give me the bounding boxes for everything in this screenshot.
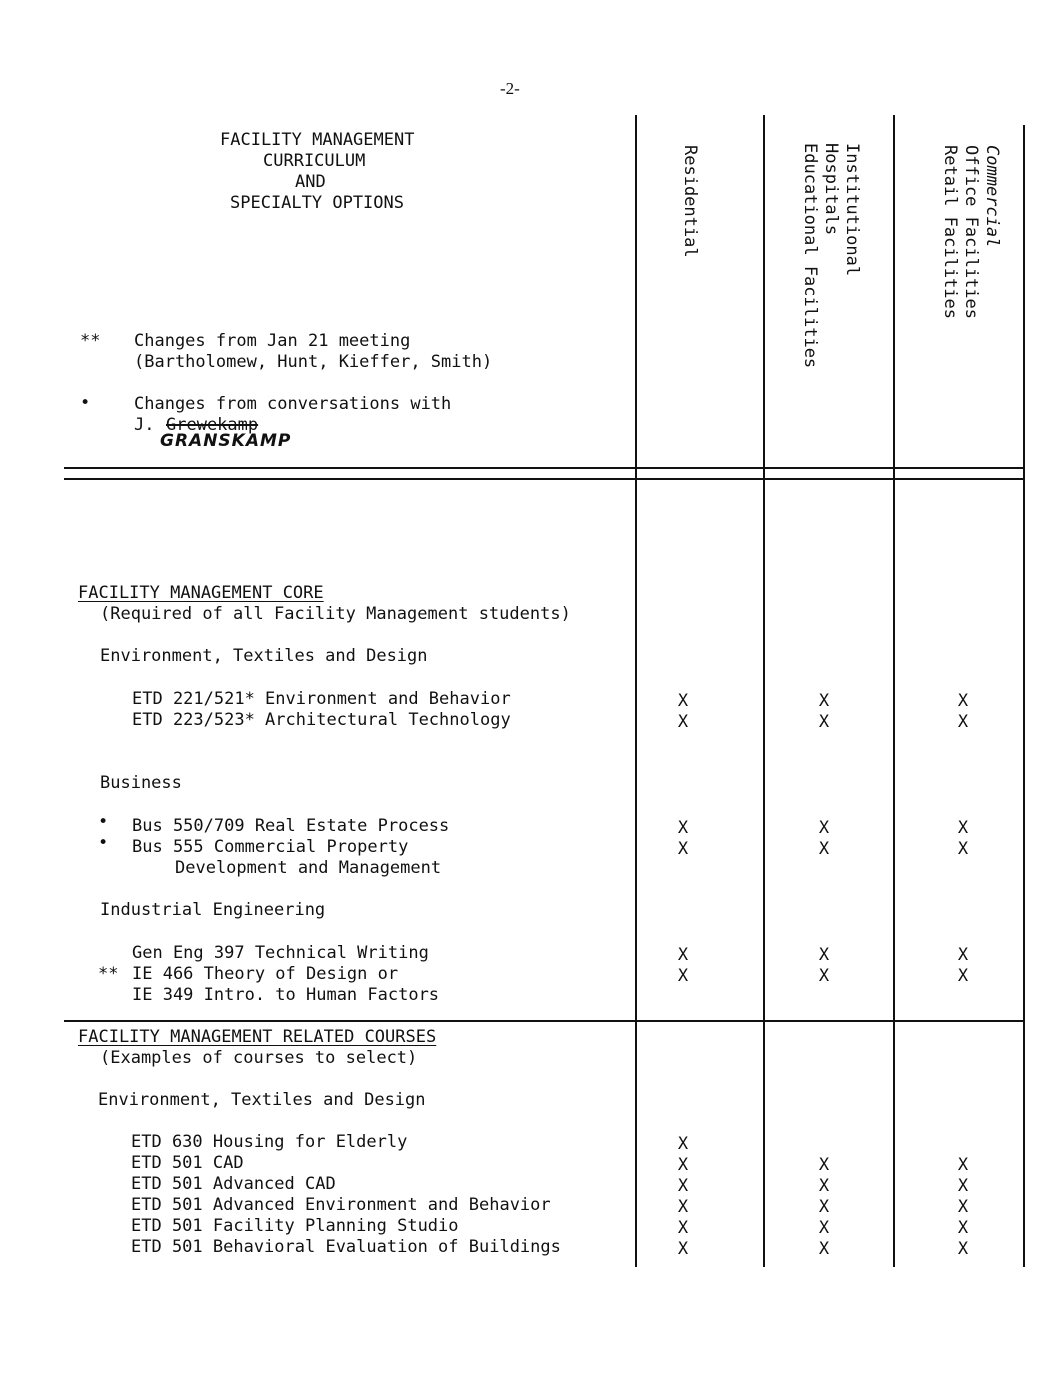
course-row: ETD 501 Advanced Environment and Behavior: [131, 1195, 551, 1215]
bullet-marker: •: [98, 833, 109, 853]
x-mark: X: [818, 691, 830, 711]
x-mark: X: [677, 1239, 689, 1259]
x-mark: X: [818, 1239, 830, 1259]
legend-line-prefix: J.: [134, 415, 155, 435]
x-mark: X: [677, 691, 689, 711]
x-mark: X: [957, 1176, 969, 1196]
course-row: ETD 501 Behavioral Evaluation of Buildings: [131, 1237, 561, 1257]
x-mark: X: [818, 1218, 830, 1238]
x-mark: X: [957, 691, 969, 711]
title-line: AND: [295, 172, 326, 192]
x-mark: X: [677, 818, 689, 838]
course-row: ETD 501 Advanced CAD: [131, 1174, 336, 1194]
bullet-marker: •: [98, 812, 109, 832]
group-heading: Industrial Engineering: [100, 900, 326, 920]
section-subheading: (Required of all Facility Management students): [100, 604, 571, 624]
x-mark: X: [818, 945, 830, 965]
x-mark: X: [818, 839, 830, 859]
x-mark: X: [957, 818, 969, 838]
column-divider: [763, 115, 765, 1267]
course-row: ETD 630 Housing for Elderly: [131, 1132, 408, 1152]
title-line: CURRICULUM: [263, 151, 366, 171]
column-header-line: Hospitals: [821, 143, 841, 236]
column-header-line: Retail Facilities: [940, 145, 960, 319]
column-header-line: Commercial: [982, 145, 1002, 248]
x-mark: X: [957, 712, 969, 732]
double-star-marker: **: [98, 964, 119, 984]
title-line: SPECIALTY OPTIONS: [230, 193, 404, 213]
course-row: ETD 501 Facility Planning Studio: [131, 1216, 459, 1236]
column-header-line: Institutional: [842, 143, 862, 277]
bullet-symbol: •: [80, 393, 91, 413]
course-row: Bus 555 Commercial Property: [132, 837, 409, 857]
section-heading: FACILITY MANAGEMENT RELATED COURSES: [78, 1027, 437, 1047]
struck-name: Grewekamp: [166, 415, 259, 435]
x-mark: X: [818, 966, 830, 986]
course-row: Bus 550/709 Real Estate Process: [132, 816, 450, 836]
column-header-line: Educational Facilities: [800, 143, 820, 369]
x-mark: X: [818, 818, 830, 838]
course-row: ETD 223/523* Architectural Technology: [132, 710, 511, 730]
x-mark: X: [957, 1155, 969, 1175]
x-mark: X: [677, 839, 689, 859]
x-mark: X: [957, 839, 969, 859]
handwritten-name: GRANSKAMP: [160, 431, 292, 451]
header-rule: [64, 467, 1025, 469]
x-mark: X: [957, 1239, 969, 1259]
column-divider: [635, 115, 637, 1267]
course-row: IE 349 Intro. to Human Factors: [132, 985, 440, 1005]
legend-line: Changes from Jan 21 meeting: [134, 331, 411, 351]
x-mark: X: [818, 1155, 830, 1175]
x-mark: X: [677, 1155, 689, 1175]
column-header-line: Residential: [680, 145, 700, 258]
x-mark: X: [677, 966, 689, 986]
section-subheading: (Examples of courses to select): [100, 1048, 418, 1068]
x-mark: X: [818, 1176, 830, 1196]
section-rule: [64, 1020, 1025, 1022]
course-row-continuation: Development and Management: [175, 858, 442, 878]
section-heading: FACILITY MANAGEMENT CORE: [78, 583, 324, 603]
x-mark: X: [957, 945, 969, 965]
column-header-line: Office Facilities: [961, 145, 981, 319]
group-heading: Business: [100, 773, 182, 793]
x-mark: X: [677, 945, 689, 965]
x-mark: X: [677, 1134, 689, 1154]
x-mark: X: [957, 1218, 969, 1238]
x-mark: X: [677, 1218, 689, 1238]
group-heading: Environment, Textiles and Design: [98, 1090, 426, 1110]
x-mark: X: [818, 1197, 830, 1217]
course-row: Gen Eng 397 Technical Writing: [132, 943, 429, 963]
course-row: ETD 501 CAD: [131, 1153, 244, 1173]
x-mark: X: [957, 1197, 969, 1217]
group-heading: Environment, Textiles and Design: [100, 646, 428, 666]
header-rule: [64, 478, 1025, 480]
course-row: ETD 221/521* Environment and Behavior: [132, 689, 511, 709]
column-divider: [893, 115, 895, 1267]
double-star-symbol: **: [80, 331, 101, 351]
x-mark: X: [677, 712, 689, 732]
legend-line: (Bartholomew, Hunt, Kieffer, Smith): [134, 352, 493, 372]
x-mark: X: [957, 966, 969, 986]
column-divider: [1023, 125, 1025, 1267]
title-line: FACILITY MANAGEMENT: [220, 130, 415, 150]
x-mark: X: [677, 1197, 689, 1217]
course-row: IE 466 Theory of Design or: [132, 964, 399, 984]
page-number: -2-: [500, 79, 520, 98]
legend-line: Changes from conversations with: [134, 394, 452, 414]
x-mark: X: [677, 1176, 689, 1196]
x-mark: X: [818, 712, 830, 732]
